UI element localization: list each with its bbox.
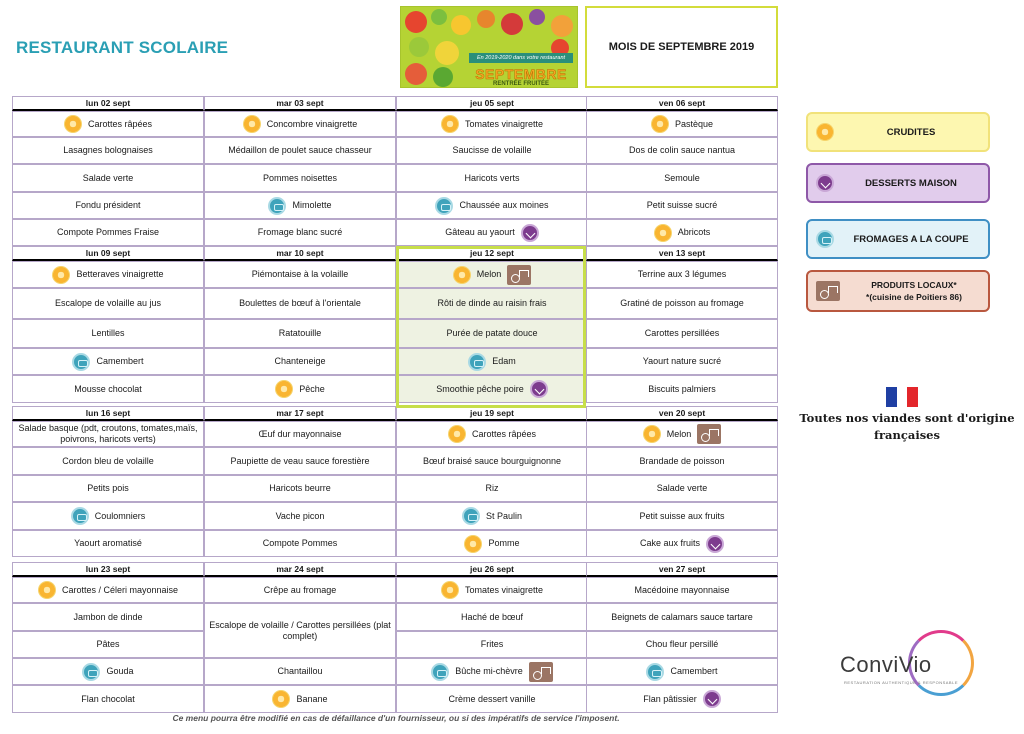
menu-item-name: Macédoine mayonnaise xyxy=(634,584,730,595)
menu-item-name: Biscuits palmiers xyxy=(648,383,716,394)
menu-item xyxy=(396,137,588,164)
menu-item xyxy=(586,603,778,631)
orange-slice-icon xyxy=(643,425,661,443)
menu-item xyxy=(12,577,204,603)
menu-item-name: Escalope de volaille / Carottes persillées (plat complet) xyxy=(209,619,391,641)
menu-item-name: Pastèque xyxy=(674,118,714,129)
menu-item xyxy=(204,685,396,713)
orange-slice-icon xyxy=(64,115,82,133)
menu-item xyxy=(396,447,588,475)
menu-item-name: Banane xyxy=(296,693,328,704)
menu-item-name: Gâteau au yaourt xyxy=(445,227,515,237)
menu-item xyxy=(12,164,204,192)
convivio-logo xyxy=(830,630,990,700)
day-header: ven 27 sept xyxy=(586,562,778,577)
menu-item-name: Camembert xyxy=(670,666,718,676)
menu-item-name: Escalope de volaille au jus xyxy=(54,298,162,308)
menu-item-name: Cake aux fruits xyxy=(639,538,701,548)
menu-item xyxy=(204,288,396,319)
legend-crudites xyxy=(806,112,990,152)
menu-item-name: Gratiné de poisson au fromage xyxy=(620,298,744,308)
menu-item-name: Saucisse de volaille xyxy=(452,145,532,155)
orange-slice-icon xyxy=(275,380,293,398)
fruit-decoration xyxy=(451,15,471,35)
menu-item xyxy=(12,348,204,375)
menu-item xyxy=(12,685,204,713)
menu-item-name: St Paulin xyxy=(485,510,523,521)
menu-item xyxy=(396,111,588,137)
menu-item xyxy=(12,603,204,631)
legend-fromages xyxy=(806,219,990,259)
menu-item xyxy=(586,261,778,288)
fruit-decoration xyxy=(477,10,495,28)
menu-item xyxy=(204,530,396,557)
menu-item-name: Paupiette de veau sauce forestière xyxy=(230,455,370,466)
menu-item-name: Dos de colin sauce nantua xyxy=(628,145,736,155)
cheese-icon xyxy=(816,230,834,248)
menu-item xyxy=(12,631,204,658)
whisk-icon xyxy=(703,690,721,708)
menu-item-name: Carottes persillées xyxy=(644,328,720,338)
menu-item xyxy=(586,631,778,658)
orange-slice-icon xyxy=(448,425,466,443)
menu-item xyxy=(586,375,778,403)
september-banner xyxy=(400,6,578,88)
menu-item-name: Piémontaise à la volaille xyxy=(251,269,349,279)
menu-item-name: Chanteneige xyxy=(274,356,326,366)
logo-brand: ConviVio xyxy=(840,652,932,677)
menu-item xyxy=(204,447,396,475)
france-flag-icon xyxy=(886,387,918,407)
menu-item xyxy=(396,348,588,375)
cheese-icon xyxy=(268,197,286,215)
menu-item xyxy=(396,375,588,403)
menu-item-name: Salade verte xyxy=(82,172,134,183)
menu-item-name: Yaourt nature sucré xyxy=(642,356,722,366)
legend-desserts xyxy=(806,163,990,203)
menu-item xyxy=(396,502,588,530)
orange-slice-icon xyxy=(453,266,471,284)
cheese-icon xyxy=(462,507,480,525)
logo-tagline: RESTAURATION AUTHENTIQUE & RESPONSABLE xyxy=(844,680,958,685)
legend-label xyxy=(840,279,988,303)
menu-item xyxy=(586,421,778,447)
menu-item-name: Camembert xyxy=(96,356,144,366)
menu-item-name: Fondu président xyxy=(75,200,141,210)
menu-item xyxy=(586,192,778,219)
tractor-icon xyxy=(507,265,531,285)
menu-item xyxy=(396,219,588,246)
menu-item xyxy=(586,447,778,475)
menu-item-name: Salade verte xyxy=(656,483,708,493)
menu-item-name: Chaussée aux moines xyxy=(459,200,549,210)
menu-item-name: Melon xyxy=(476,269,502,279)
menu-item-name: Abricots xyxy=(677,227,711,237)
menu-item xyxy=(396,475,588,502)
menu-item-name: Smoothie pêche poire xyxy=(436,383,524,394)
legend-label: CRUDITES xyxy=(886,126,936,138)
footer-note: Ce menu pourra être modifié en cas de défaillance d'un fournisseur, ou si des impératifs de service l'imposent. xyxy=(172,713,620,723)
menu-item xyxy=(204,111,396,137)
menu-item xyxy=(204,219,396,246)
menu-item-name: Beignets de calamars sauce tartare xyxy=(611,611,753,622)
menu-item-name: Carottes / Céleri mayonnaise xyxy=(61,584,179,595)
cheese-icon xyxy=(72,353,90,371)
menu-item-name: Chantaillou xyxy=(277,666,323,676)
menu-item-name: Boulettes de bœuf à l'orientale xyxy=(239,298,361,308)
menu-item-name: Purée de patate douce xyxy=(446,328,538,338)
orange-slice-icon xyxy=(272,690,290,708)
fruit-decoration xyxy=(405,63,427,85)
menu-item-name: Petit suisse sucré xyxy=(646,200,718,210)
menu-item-name: Lentilles xyxy=(91,328,125,338)
day-header: lun 09 sept xyxy=(12,246,204,261)
orange-slice-icon xyxy=(441,581,459,599)
menu-item xyxy=(12,375,204,403)
menu-item-name: Cordon bleu de volaille xyxy=(62,455,154,466)
menu-item-name: Haricots verts xyxy=(464,172,520,183)
fruit-decoration xyxy=(435,41,459,65)
menu-item-name: Lasagnes bolognaises xyxy=(63,145,153,155)
menu-item xyxy=(586,348,778,375)
whisk-icon xyxy=(706,535,724,553)
menu-item-name: Riz xyxy=(485,483,499,493)
orange-slice-icon xyxy=(651,115,669,133)
legend-locaux-title: PRODUITS LOCAUX* xyxy=(871,280,957,290)
menu-item xyxy=(12,288,204,319)
banner-month: SEPTEMBRE xyxy=(475,66,567,82)
menu-item-name: Terrine aux 3 légumes xyxy=(637,269,727,279)
menu-item xyxy=(586,164,778,192)
whisk-icon xyxy=(521,224,539,242)
menu-item-name: Haché de bœuf xyxy=(460,611,524,622)
menu-item-name: Pomme xyxy=(488,538,520,548)
menu-item xyxy=(12,261,204,288)
menu-item-name: Coulomniers xyxy=(94,510,146,521)
menu-item xyxy=(396,603,588,631)
menu-item-name: Carottes râpées xyxy=(87,118,153,129)
menu-item xyxy=(396,164,588,192)
menu-item-name: Vache picon xyxy=(275,510,325,521)
menu-item xyxy=(586,288,778,319)
tractor-icon xyxy=(816,281,840,301)
orange-slice-icon xyxy=(654,224,672,242)
cheese-icon xyxy=(435,197,453,215)
menu-item xyxy=(12,502,204,530)
menu-item xyxy=(204,192,396,219)
orange-slice-icon xyxy=(52,266,70,284)
orange-slice-icon xyxy=(441,115,459,133)
fruit-decoration xyxy=(405,11,427,33)
orange-slice-icon xyxy=(243,115,261,133)
fruit-decoration xyxy=(409,37,429,57)
legend-produits-locaux xyxy=(806,270,990,312)
day-header: mar 10 sept xyxy=(204,246,396,261)
menu-item-name: Frites xyxy=(480,639,504,649)
menu-item xyxy=(204,421,396,447)
menu-item-name: Carottes râpées xyxy=(471,428,537,439)
menu-item-name: Médaillon de poulet sauce chasseur xyxy=(228,145,372,155)
menu-item xyxy=(204,375,396,403)
banner-caption: En 2019-2020 dans votre restaurant xyxy=(469,53,573,63)
menu-item xyxy=(586,475,778,502)
fruit-decoration xyxy=(551,15,573,37)
menu-item xyxy=(12,530,204,557)
origin-note: Toutes nos viandes sont d'origine françaises xyxy=(799,411,1015,442)
menu-item xyxy=(204,603,396,658)
menu-item xyxy=(586,111,778,137)
menu-item xyxy=(396,319,588,348)
menu-item-name: Compote Pommes Fraise xyxy=(56,227,160,237)
menu-item xyxy=(396,261,588,288)
day-header: ven 06 sept xyxy=(586,96,778,111)
menu-item-name: Petit suisse aux fruits xyxy=(639,510,725,521)
menu-item-name: Tomates vinaigrette xyxy=(464,584,544,595)
menu-item xyxy=(204,475,396,502)
legend-locaux-note: *(cuisine de Poitiers 86) xyxy=(866,292,962,302)
whisk-icon xyxy=(816,174,834,192)
menu-item xyxy=(396,658,588,685)
menu-item-name: Concombre vinaigrette xyxy=(266,118,358,129)
menu-item xyxy=(396,192,588,219)
menu-item xyxy=(586,502,778,530)
menu-item xyxy=(396,631,588,658)
menu-item xyxy=(12,219,204,246)
menu-item-name: Jambon de dinde xyxy=(73,611,143,622)
menu-item-name: Betteraves vinaigrette xyxy=(76,269,164,279)
menu-item xyxy=(12,658,204,685)
menu-item xyxy=(396,421,588,447)
menu-item xyxy=(12,137,204,164)
tractor-icon xyxy=(529,662,553,682)
legend-label: FROMAGES A LA COUPE xyxy=(853,233,969,245)
menu-item-name: Crème dessert vanille xyxy=(448,693,536,704)
menu-item-name: Chou fleur persillé xyxy=(645,639,719,649)
menu-item xyxy=(586,219,778,246)
month-label: MOIS DE SEPTEMBRE 2019 xyxy=(585,6,778,88)
menu-item xyxy=(204,164,396,192)
cheese-icon xyxy=(82,663,100,681)
menu-item xyxy=(396,530,588,557)
menu-item xyxy=(586,685,778,713)
fruit-decoration xyxy=(431,9,447,25)
menu-item-name: Ratatouille xyxy=(278,328,322,338)
menu-item-name: Melon xyxy=(666,428,692,439)
menu-item-name: Flan chocolat xyxy=(81,693,135,704)
menu-item-name: Petits pois xyxy=(87,483,129,493)
day-header: ven 20 sept xyxy=(586,406,778,421)
orange-slice-icon xyxy=(38,581,56,599)
menu-item-name: Œuf dur mayonnaise xyxy=(258,428,342,439)
cheese-icon xyxy=(468,353,486,371)
day-header: jeu 12 sept xyxy=(396,246,588,261)
menu-item-name: Crêpe au fromage xyxy=(263,584,337,595)
whisk-icon xyxy=(530,380,548,398)
menu-item xyxy=(204,319,396,348)
page-title: RESTAURANT SCOLAIRE xyxy=(16,38,229,57)
menu-item xyxy=(204,261,396,288)
menu-item-name: Rôti de dinde au raisin frais xyxy=(437,298,547,308)
menu-item-name: Edam xyxy=(492,356,516,366)
menu-item xyxy=(586,137,778,164)
day-header: ven 13 sept xyxy=(586,246,778,261)
menu-item xyxy=(204,577,396,603)
menu-item xyxy=(12,319,204,348)
orange-slice-icon xyxy=(464,535,482,553)
menu-item xyxy=(396,577,588,603)
tractor-icon xyxy=(697,424,721,444)
banner-subtitle: RENTRÉE FRUITÉE xyxy=(492,81,549,87)
menu-item xyxy=(204,502,396,530)
fruit-decoration xyxy=(529,9,545,25)
menu-item xyxy=(586,319,778,348)
menu-item-name: Pommes noisettes xyxy=(262,172,338,183)
menu-item-name: Flan pâtissier xyxy=(643,693,697,704)
menu-item xyxy=(586,577,778,603)
day-header: jeu 05 sept xyxy=(396,96,588,111)
menu-item-name: Fromage blanc sucré xyxy=(257,227,343,237)
menu-item xyxy=(396,685,588,713)
fruit-decoration xyxy=(433,67,453,87)
menu-item xyxy=(586,530,778,557)
day-header: mar 03 sept xyxy=(204,96,396,111)
menu-item xyxy=(586,658,778,685)
menu-item-name: Semoule xyxy=(664,172,700,183)
cheese-icon xyxy=(71,507,89,525)
menu-item xyxy=(396,288,588,319)
menu-item xyxy=(204,137,396,164)
menu-item xyxy=(12,447,204,475)
day-header: mar 17 sept xyxy=(204,406,396,421)
menu-item-name: Compote Pommes xyxy=(262,538,338,548)
menu-item-name: Bœuf braisé sauce bourguignonne xyxy=(422,455,562,466)
menu-item-name: Pêche xyxy=(299,383,325,394)
day-header: lun 16 sept xyxy=(12,406,204,421)
menu-item xyxy=(12,421,204,447)
day-header: lun 23 sept xyxy=(12,562,204,577)
menu-item-name: Mousse chocolat xyxy=(74,383,142,394)
menu-item xyxy=(12,475,204,502)
menu-item-name: Gouda xyxy=(106,666,134,676)
day-header: lun 02 sept xyxy=(12,96,204,111)
menu-item-name: Pâtes xyxy=(96,639,120,649)
day-header: jeu 26 sept xyxy=(396,562,588,577)
cheese-icon xyxy=(646,663,664,681)
menu-item xyxy=(204,658,396,685)
menu-item xyxy=(12,111,204,137)
orange-slice-icon xyxy=(816,123,834,141)
legend-label: DESSERTS MAISON xyxy=(865,177,957,189)
menu-item-name: Tomates vinaigrette xyxy=(464,118,544,129)
menu-item-name: Mimolette xyxy=(292,200,332,210)
menu-item-name: Salade basque (pdt, croutons, tomates,maïs, poivrons, haricots verts) xyxy=(18,423,198,444)
menu-item-name: Bûche mi-chèvre xyxy=(455,666,523,676)
day-header: jeu 19 sept xyxy=(396,406,588,421)
menu-item-name: Brandade de poisson xyxy=(639,455,725,466)
fruit-decoration xyxy=(501,13,523,35)
menu-item-name: Yaourt aromatisé xyxy=(74,538,142,548)
day-header: mar 24 sept xyxy=(204,562,396,577)
menu-item-name: Haricots beurre xyxy=(269,483,331,493)
menu-item xyxy=(204,348,396,375)
menu-item xyxy=(12,192,204,219)
cheese-icon xyxy=(431,663,449,681)
